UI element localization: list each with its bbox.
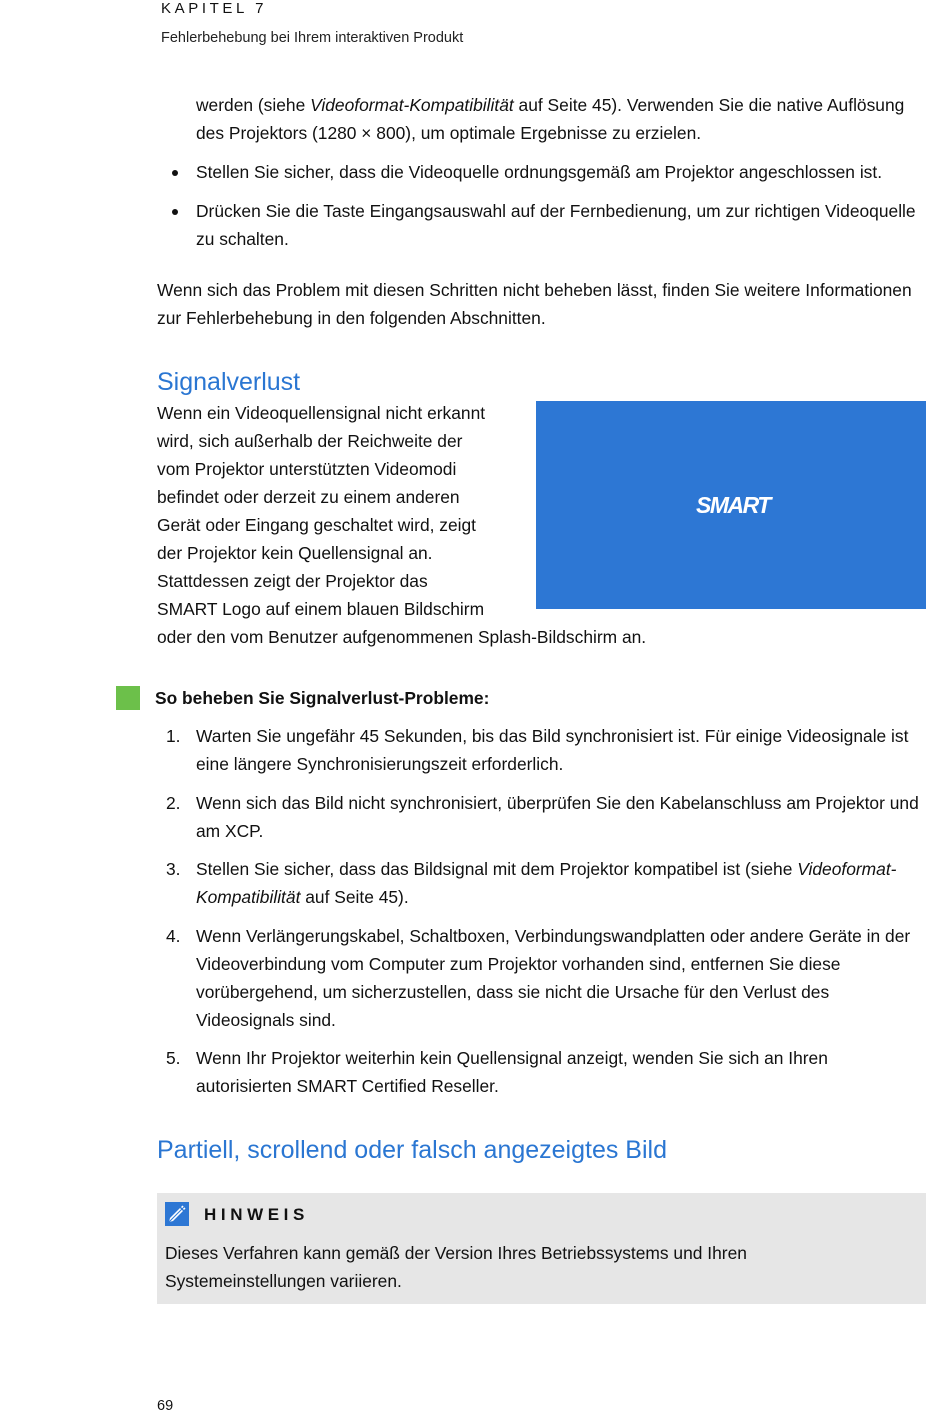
section-heading-partial: Partiell, scrollend oder falsch angezeigtes Bild [157, 1136, 667, 1164]
page-number: 69 [157, 1398, 174, 1414]
bullet-text: Drücken Sie die Taste Eingangsauswahl auf der Fernbedienung, um zur richtigen Videoquelle zu schalten. [196, 201, 916, 249]
step-text: Wenn sich das Bild nicht synchronisiert, überprüfen Sie den Kabelanschluss am Projektor und am XCP. [196, 793, 919, 841]
body-line: oder den vom Benutzer aufgenommenen Splash-Bildschirm an. [157, 627, 647, 647]
bullet-dot [172, 170, 178, 176]
step-number: 4. [166, 926, 181, 946]
step-text-pre: Stellen Sie sicher, dass das Bildsignal mit dem Projektor kompatibel ist (siehe [196, 859, 798, 879]
continuation-text [196, 91, 926, 147]
task-icon [116, 686, 140, 710]
continuation-pre: werden (siehe [196, 95, 311, 115]
note-label: HINWEIS [204, 1205, 309, 1224]
list-item [166, 789, 926, 845]
step-text: Wenn Ihr Projektor weiterhin kein Quellensignal anzeigt, wenden Sie sich an Ihren autorisierten SMART Certified Reseller. [196, 1048, 828, 1096]
note-box [157, 1193, 926, 1304]
list-item [166, 922, 926, 1034]
format-compat-link[interactable]: Videoformat-Kompatibilität [310, 95, 514, 115]
body-line: SMART Logo auf einem blauen Bildschirm [157, 599, 485, 619]
section-heading-signal: Signalverlust [157, 368, 301, 396]
list-item [166, 722, 926, 778]
task-title: So beheben Sie Signalverlust-Probleme: [155, 688, 490, 708]
body-line: Gerät oder Eingang geschaltet wird, zeigt [157, 515, 477, 535]
format-compat-link[interactable]: Videoformat-Kompatibilität [196, 859, 897, 907]
body-line: der Projektor kein Quellensignal an. [157, 543, 433, 563]
step-number: 5. [166, 1048, 181, 1068]
pencil-icon [165, 1202, 189, 1226]
step-number: 3. [166, 859, 181, 879]
chapter-label: KAPITEL 7 [161, 0, 268, 17]
bullet-text: Stellen Sie sicher, dass die Videoquelle ordnungsgemäß am Projektor angeschlossen ist. [196, 162, 883, 182]
step-text: Wenn Verlängerungskabel, Schaltboxen, Verbindungswandplatten oder andere Geräte in der Videoverbindung vom Computer zum Projektor vorhanden sind, entfernen Sie diese vorübergehend, um sicherzustellen, dass sie nicht die Ursache für den Verlust des Videosignals sind. [196, 926, 911, 1030]
bullet-dot [172, 209, 178, 215]
list-item [166, 1044, 926, 1100]
list-item [196, 158, 926, 186]
body-line: befindet oder derzeit zu einem anderen [157, 487, 460, 507]
step-number: 1. [166, 726, 181, 746]
body-line: vom Projektor unterstützten Videomodi [157, 459, 457, 479]
continuation-post: auf Seite 45). Verwenden Sie die native Auflösung des Projektors (1280 × 800), um optimale Ergebnisse zu erzielen. [196, 95, 905, 143]
body-line: wird, sich außerhalb der Reichweite der [157, 431, 463, 451]
step-number: 2. [166, 793, 181, 813]
chapter-subtitle: Fehlerbehebung bei Ihrem interaktiven Produkt [161, 30, 464, 46]
body-line: Wenn ein Videoquellensignal nicht erkannt [157, 403, 486, 423]
smart-logo: SMART [696, 492, 770, 518]
list-item [166, 855, 926, 911]
list-item [196, 197, 926, 253]
body-line: Stattdessen zeigt der Projektor das [157, 571, 428, 591]
step-text-post: auf Seite 45). [300, 887, 409, 907]
note-text: Dieses Verfahren kann gemäß der Version Ihres Betriebssystems und Ihren Systemeinstellungen variieren. [165, 1243, 747, 1291]
intro-paragraph: Wenn sich das Problem mit diesen Schritten nicht beheben lässt, finden Sie weitere Informationen zur Fehlerbehebung in den folgenden Abschnitten. [157, 280, 912, 328]
smart-splash-screen-image [536, 401, 926, 609]
step-text: Warten Sie ungefähr 45 Sekunden, bis das Bild synchronisiert ist. Für einige Videosignale ist eine längere Synchronisierungszeit erforderlich. [196, 726, 909, 774]
